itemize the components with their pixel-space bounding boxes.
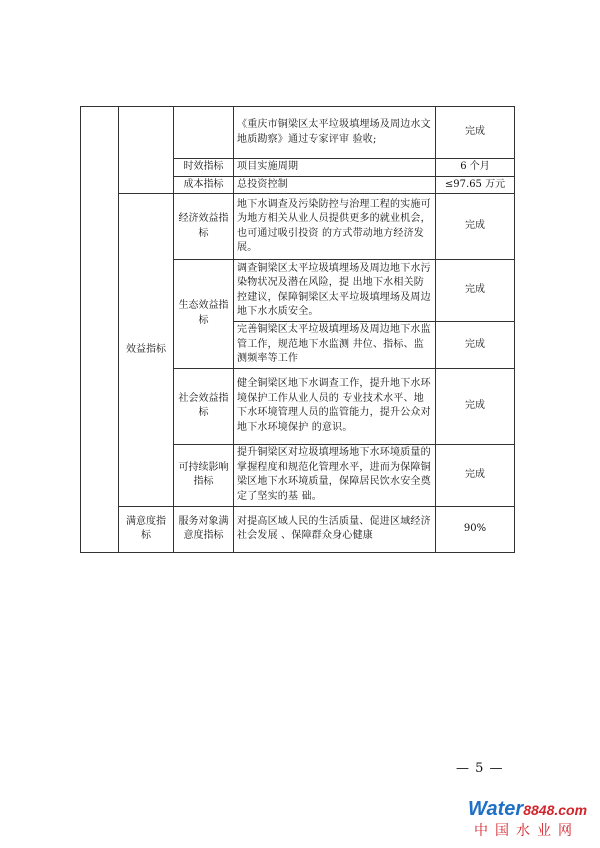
indicator-description: 地下水调查及污染防控与治理工程的实施可为地方相关从业人员提供更多的就业机会，也可通过吸引投资 的方式带动地方经济发展。 xyxy=(234,194,436,260)
indicator-value: 完成 xyxy=(436,194,515,260)
watermark-brand: Water8848.com xyxy=(468,798,588,820)
level1-indicator-cell xyxy=(81,107,119,553)
indicator-value: 90% xyxy=(436,506,515,552)
indicator-description: 健全铜梁区地下水调查工作，提升地下水环境保护工作从业人员的 专业技术水平、地下水环境管理人员的监管能力，提升公众对地下水环境保护 的意识。 xyxy=(234,368,436,444)
level3-indicator-label: 经济效益指标 xyxy=(174,194,234,260)
level3-indicator-cell xyxy=(174,107,234,159)
level3-indicator-label: 服务对象满意度指标 xyxy=(174,506,234,552)
level3-indicator-label: 时效指标 xyxy=(174,159,234,177)
performance-indicator-table xyxy=(80,106,515,553)
indicator-description: 总投资控制 xyxy=(234,176,436,194)
indicator-value: 完成 xyxy=(436,260,515,322)
table-row xyxy=(81,506,515,552)
indicator-value: 6 个月 xyxy=(436,159,515,177)
indicator-value: 完成 xyxy=(436,107,515,159)
table-row xyxy=(81,194,515,260)
indicator-value: 完成 xyxy=(436,322,515,369)
indicator-description: 项目实施周期 xyxy=(234,159,436,177)
table-row xyxy=(81,107,515,159)
indicator-value: ≤97.65 万元 xyxy=(436,176,515,194)
watermark-chinese: 中国水业网 xyxy=(474,822,579,838)
level2-indicator-label: 效益指标 xyxy=(119,194,174,507)
indicator-description: 提升铜梁区对垃圾填埋场地下水环境质量的掌握程度和规范化管理水平，进而为保障铜梁区地下水环境质量，保障居民饮水安全奠定了坚实的基 础。 xyxy=(234,444,436,506)
level3-indicator-label: 可持续影响指标 xyxy=(174,444,234,506)
level2-indicator-cell xyxy=(119,107,174,194)
indicator-value: 完成 xyxy=(436,368,515,444)
indicator-value: 完成 xyxy=(436,444,515,506)
page-number: — 5 — xyxy=(456,761,504,776)
level2-indicator-label: 满意度指标 xyxy=(119,506,174,552)
level3-indicator-label: 社会效益指标 xyxy=(174,368,234,444)
indicator-description: 《重庆市铜梁区太平垃圾填埋场及周边水文地质勘察》通过专家评审 验收; xyxy=(234,107,436,159)
indicator-description: 调查铜梁区太平垃圾填埋场及周边地下水污染物状况及潜在风险，提 出地下水相关防控建议，保障铜梁区太平垃圾填埋场及周边地下水水质安全。 xyxy=(234,260,436,322)
watermark-logo xyxy=(468,798,596,844)
indicator-description: 完善铜梁区太平垃圾填埋场及周边地下水监管工作，规范地下水监测 井位、指标、监测频率等工作 xyxy=(234,322,436,369)
indicator-description: 对提高区域人民的生活质量、促进区域经济社会发展 、保障群众身心健康 xyxy=(234,506,436,552)
level3-indicator-label: 成本指标 xyxy=(174,176,234,194)
level3-indicator-label: 生态效益指标 xyxy=(174,260,234,369)
